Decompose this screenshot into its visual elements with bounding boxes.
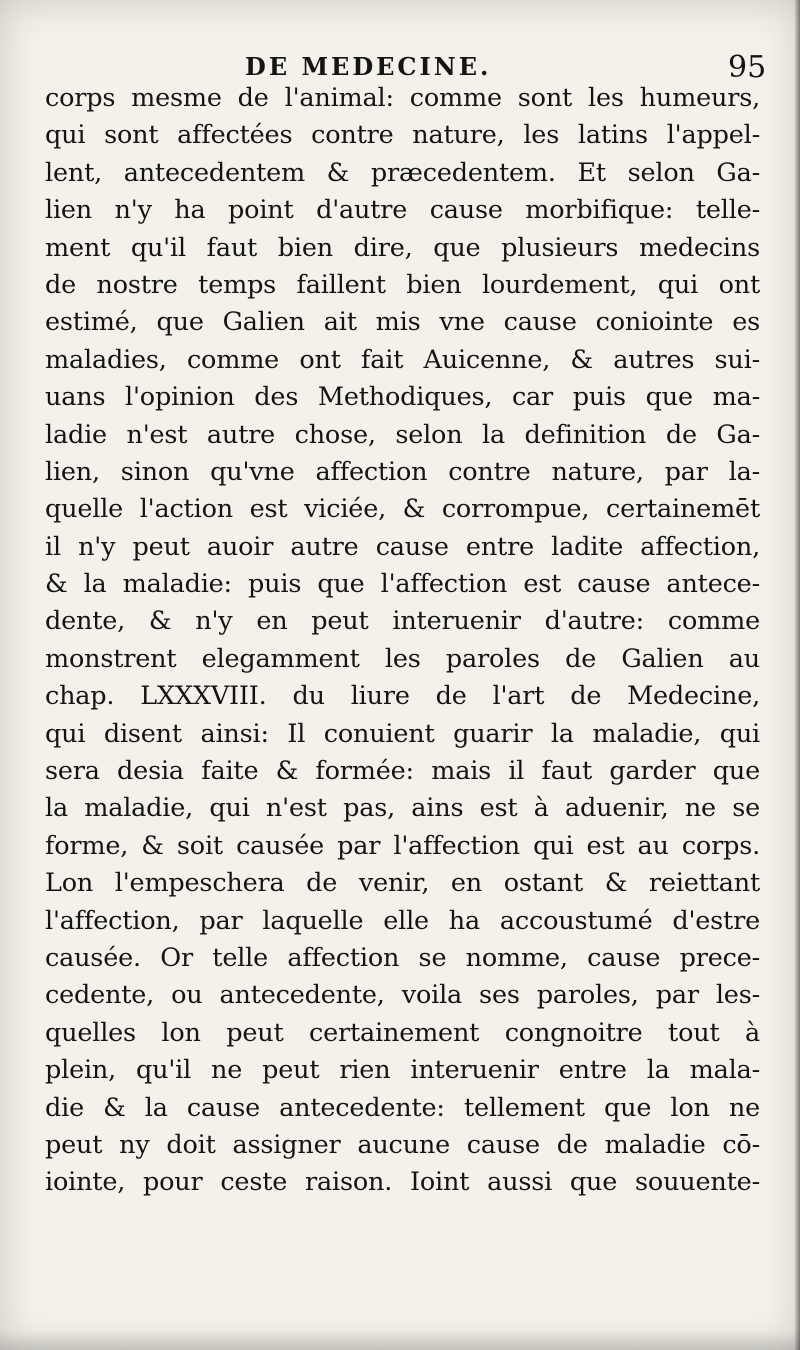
text-line: de nostre temps faillent bien lourdement, qui ont [45,269,760,300]
text-line: lien, sinon qu'vne affection contre nature, par la- [45,456,760,487]
text-line: peut ny doit assigner aucune cause de maladie cō- [45,1129,760,1160]
text-line: qui sont affectées contre nature, les latins l'appel- [45,120,760,151]
text-line: causée. Or telle affection se nomme, cause prece- [45,942,760,973]
text-line: forme, & soit causée par l'affection qui est au corps. [45,830,760,861]
text-line: quelles lon peut certainement congnoitre tout à [45,1017,760,1048]
text-line: maladies, comme ont fait Auicenne, & autres sui- [45,344,760,375]
text-line: estimé, que Galien ait mis vne cause coniointe es [45,307,760,338]
text-line: dente, & n'y en peut interuenir d'autre: comme [45,606,760,637]
text-line: la maladie, qui n'est pas, ains est à aduenir, ne se [45,793,760,824]
text-line: die & la cause antecedente: tellement que lon ne [45,1092,760,1123]
text-line: qui disent ainsi: Il conuient guarir la maladie, qui [45,718,760,749]
text-line: iointe, pour ceste raison. Ioint aussi que souuente- [45,1167,760,1198]
text-line: Lon l'empeschera de venir, en ostant & reiettant [45,868,760,899]
text-line: & la maladie: puis que l'affection est cause antece- [45,569,760,600]
page-edge-shadow [794,0,800,1350]
body-text [45,80,760,1202]
page-number: 95 [728,50,767,85]
text-line: l'affection, par laquelle elle ha accoustumé d'estre [45,905,760,936]
text-line: uans l'opinion des Methodiques, car puis que ma- [45,382,760,413]
text-line: il n'y peut auoir autre cause entre ladite affection, [45,531,760,562]
running-title: DE MEDECINE. [245,52,492,81]
text-line: cedente, ou antecedente, voila ses paroles, par les- [45,980,760,1011]
page-bottom-shadow [0,1330,800,1350]
text-line: chap. LXXXVIII. du liure de l'art de Medecine, [45,681,760,712]
text-line: lent, antecedentem & præcedentem. Et selon Ga- [45,157,760,188]
text-line: monstrent elegamment les paroles de Galien au [45,643,760,674]
text-line: sera desia faite & formée: mais il faut garder que [45,756,760,787]
text-line: ment qu'il faut bien dire, que plusieurs medecins [45,232,760,263]
text-line: ladie n'est autre chose, selon la definition de Ga- [45,419,760,450]
text-line: plein, qu'il ne peut rien interuenir entre la mala- [45,1055,760,1086]
text-line: quelle l'action est viciée, & corrompue, certainemēt [45,494,760,525]
text-line: corps mesme de l'animal: comme sont les humeurs, [45,83,760,113]
text-line: lien n'y ha point d'autre cause morbifique: telle- [45,195,760,226]
